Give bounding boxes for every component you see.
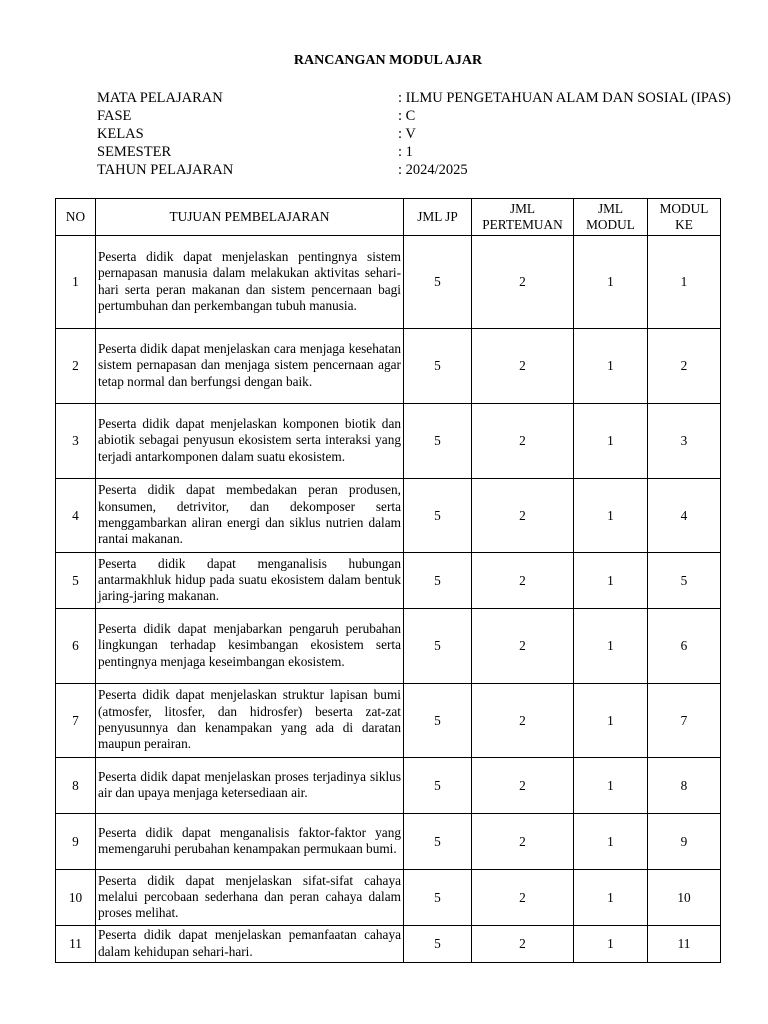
cell-pertemuan: 2 [472,926,574,963]
meta-key: KELAS [97,126,144,142]
meta-value: : 1 [398,144,413,160]
table-row [56,814,721,870]
cell-no: 1 [56,236,96,329]
cell-no: 8 [56,758,96,814]
cell-jp: 5 [404,553,472,609]
header-no: NO [56,199,96,236]
cell-pertemuan: 2 [472,684,574,758]
cell-pertemuan: 2 [472,609,574,684]
cell-jp: 5 [404,758,472,814]
cell-no: 2 [56,329,96,404]
meta-key: SEMESTER [97,144,172,160]
cell-pertemuan: 2 [472,404,574,479]
cell-tujuan: Peserta didik dapat menjelaskan cara menjaga kesehatan sistem pernapasan dan menjaga sistem pencernaan agar tetap normal dan berfungsi dengan baik. [96,329,404,404]
header-line: JML [597,201,624,216]
cell-jp: 5 [404,236,472,329]
cell-jp: 5 [404,814,472,870]
header-line: MODUL [586,217,635,232]
cell-modul-ke: 2 [648,329,721,404]
meta-row-subject [97,89,757,107]
cell-modul: 1 [574,236,648,329]
cell-pertemuan: 2 [472,758,574,814]
cell-no: 7 [56,684,96,758]
cell-pertemuan: 2 [472,479,574,553]
cell-modul-ke: 6 [648,609,721,684]
table-row [56,236,721,329]
meta-row-semester [97,143,757,161]
cell-modul-ke: 10 [648,870,721,926]
header-jml-pertemuan [472,199,574,236]
header-line: JML [509,201,536,216]
cell-tujuan: Peserta didik dapat membedakan peran produsen, konsumen, detrivitor, dan dekomposer serta menggambarkan aliran energi dan siklus nutrien dalam rantai makanan. [96,479,404,553]
cell-modul-ke: 11 [648,926,721,963]
cell-modul-ke: 9 [648,814,721,870]
meta-row-phase [97,107,757,125]
meta-value: : 2024/2025 [398,162,468,178]
cell-modul-ke: 5 [648,553,721,609]
header-tujuan: TUJUAN PEMBELAJARAN [96,199,404,236]
cell-tujuan: Peserta didik dapat menganalisis faktor-faktor yang memengaruhi perubahan kenampakan permukaan bumi. [96,814,404,870]
header-line: PERTEMUAN [482,217,563,232]
cell-modul: 1 [574,553,648,609]
header-modul-ke [648,199,721,236]
table-row [56,870,721,926]
cell-modul: 1 [574,814,648,870]
cell-no: 6 [56,609,96,684]
meta-key: TAHUN PELAJARAN [97,162,234,178]
cell-pertemuan: 2 [472,553,574,609]
cell-modul: 1 [574,870,648,926]
cell-modul-ke: 3 [648,404,721,479]
table-header-row [56,199,721,236]
meta-row-class [97,125,757,143]
document-title: RANCANGAN MODUL AJAR [293,53,483,68]
learning-objectives-table [55,198,721,963]
cell-no: 3 [56,404,96,479]
cell-tujuan: Peserta didik dapat menjelaskan proses terjadinya siklus air dan upaya menjaga ketersediaan air. [96,758,404,814]
cell-modul: 1 [574,758,648,814]
cell-modul-ke: 4 [648,479,721,553]
table-row [56,684,721,758]
cell-no: 11 [56,926,96,963]
cell-tujuan: Peserta didik dapat menjelaskan pemanfaatan cahaya dalam kehidupan sehari-hari. [96,926,404,963]
table-row [56,329,721,404]
cell-no: 10 [56,870,96,926]
meta-value: : C [398,108,416,124]
cell-pertemuan: 2 [472,814,574,870]
meta-key: FASE [97,108,132,124]
meta-value: : ILMU PENGETAHUAN ALAM DAN SOSIAL (IPAS) [398,90,731,106]
cell-no: 5 [56,553,96,609]
cell-tujuan: Peserta didik dapat menjelaskan komponen biotik dan abiotik sebagai penyusun ekosistem serta interaksi yang terjadi antarkomponen dalam suatu ekosistem. [96,404,404,479]
table-row [56,553,721,609]
cell-jp: 5 [404,609,472,684]
cell-pertemuan: 2 [472,870,574,926]
meta-value: : V [398,126,416,142]
meta-row-year [97,161,757,179]
header-jml-modul [574,199,648,236]
cell-modul: 1 [574,684,648,758]
cell-jp: 5 [404,479,472,553]
cell-jp: 5 [404,870,472,926]
cell-pertemuan: 2 [472,236,574,329]
cell-pertemuan: 2 [472,329,574,404]
table-row [56,758,721,814]
table-row [56,479,721,553]
cell-modul: 1 [574,609,648,684]
cell-jp: 5 [404,926,472,963]
cell-jp: 5 [404,684,472,758]
header-line: MODUL [659,201,709,216]
cell-jp: 5 [404,404,472,479]
cell-modul-ke: 7 [648,684,721,758]
meta-key: MATA PELAJARAN [97,90,223,106]
document-meta [97,89,757,179]
table-row [56,609,721,684]
cell-modul: 1 [574,479,648,553]
cell-modul: 1 [574,329,648,404]
cell-tujuan: Peserta didik dapat menjabarkan pengaruh perubahan lingkungan terhadap kesimbangan ekosistem serta pentingnya menjaga keseimbangan ekosistem. [96,609,404,684]
table-row [56,404,721,479]
cell-tujuan: Peserta didik dapat menjelaskan pentingnya sistem pernapasan manusia dalam melakukan aktivitas sehari-hari serta peran makanan dan sistem pencernaan bagi pertumbuhan dan perkembangan tubuh manusia. [96,236,404,329]
cell-no: 4 [56,479,96,553]
cell-modul-ke: 8 [648,758,721,814]
header-jml-jp: JML JP [404,199,472,236]
cell-tujuan: Peserta didik dapat menjelaskan sifat-sifat cahaya melalui percobaan sederhana dan peran cahaya dalam proses melihat. [96,870,404,926]
cell-modul: 1 [574,926,648,963]
table-row [56,926,721,963]
cell-tujuan: Peserta didik dapat menjelaskan struktur lapisan bumi (atmosfer, litosfer, dan hidrosfer) beserta zat-zat penyusunnya dan kenampakan yang ada di daratan maupun perairan. [96,684,404,758]
cell-jp: 5 [404,329,472,404]
cell-tujuan: Peserta didik dapat menganalisis hubungan antarmakhluk hidup pada suatu ekosistem dalam bentuk jaring-jaring makanan. [96,553,404,609]
cell-no: 9 [56,814,96,870]
cell-modul-ke: 1 [648,236,721,329]
cell-modul: 1 [574,404,648,479]
header-line: KE [675,217,693,232]
